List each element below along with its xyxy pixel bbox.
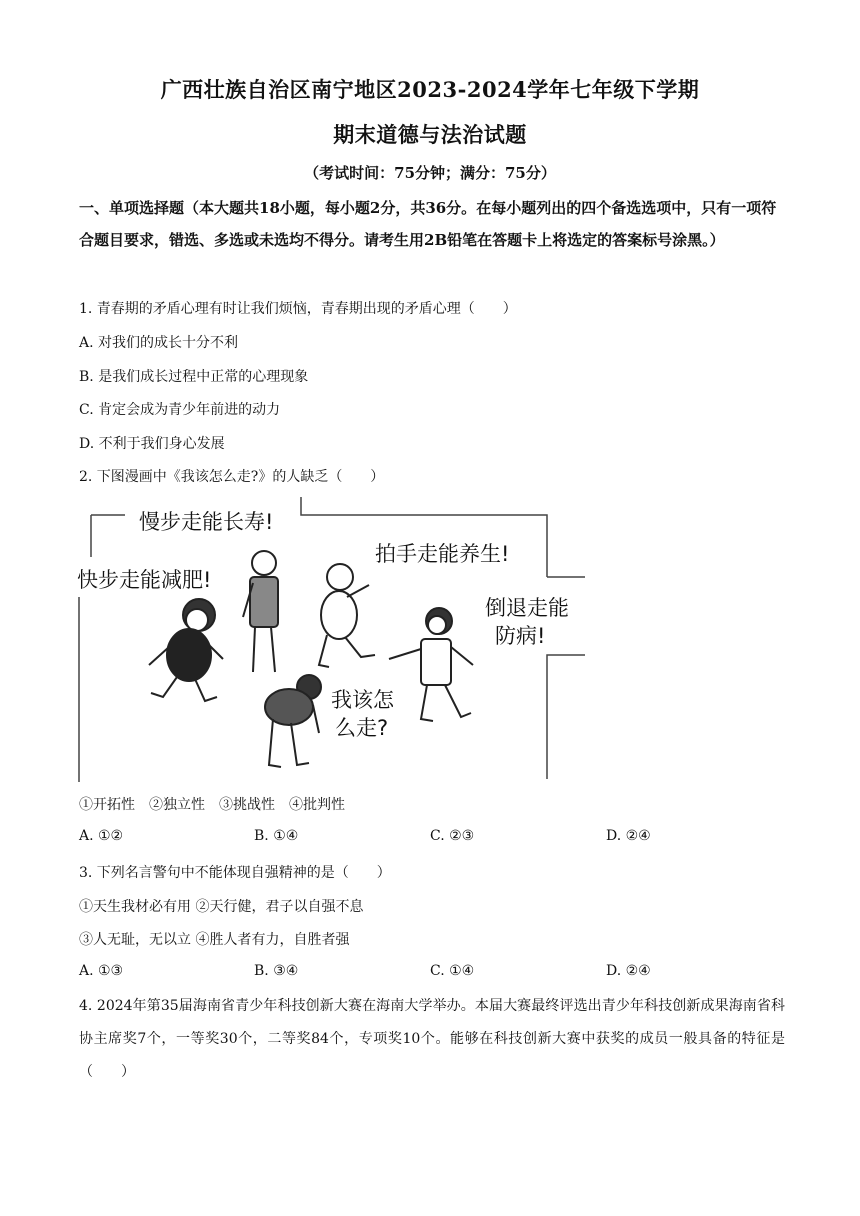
q4-stem: 4. 2024年第35届海南省青少年科技创新大赛在海南大学举办。本届大赛最终评选出青少年科技创新成果海南省科协主席奖7个，一等奖30个，二等奖84个，专项奖10个。能够在科技创新大赛中获奖的成员一般具备的特征是（ ） — [79, 998, 785, 1080]
q3-option-a: A. ①③ — [79, 963, 124, 979]
q3-option-b: B. ③④ — [254, 963, 299, 979]
exam-info: （考试时间：75分钟；满分：75分） — [304, 164, 556, 182]
bubble-confused-1: 我该怎 — [331, 688, 394, 712]
q2-option-a: A. ①② — [79, 828, 124, 844]
q2-option-c: C. ②③ — [430, 828, 475, 844]
clapping-walker-figure — [319, 564, 375, 667]
q1-option-a: A. 对我们的成长十分不利 — [79, 335, 239, 351]
q3-stem: 3. 下列名言警句中不能体现自强精神的是（ ） — [79, 865, 391, 881]
q3-items-line2: ③人无耻，无以立 ④胜人者有力，自胜者强 — [79, 932, 350, 948]
bubble-backward-walk-1: 倒退走能 — [485, 596, 569, 620]
q1-option-d: D. 不利于我们身心发展 — [79, 436, 225, 452]
fast-walker-figure — [149, 599, 223, 701]
q2-stem: 2. 下图漫画中《我该怎么走?》的人缺乏（ ） — [79, 469, 385, 485]
q1-stem: 1. 青春期的矛盾心理有时让我们烦恼，青春期出现的矛盾心理（ ） — [79, 301, 517, 317]
q2-option-d: D. ②④ — [606, 828, 651, 844]
confused-walker-figure — [265, 675, 321, 767]
bubble-confused-2: 么走? — [335, 716, 389, 740]
slow-walker-figure — [243, 551, 278, 672]
bubble-slow-walk: 慢步走能长寿! — [139, 510, 274, 534]
q3-option-d: D. ②④ — [606, 963, 651, 979]
exam-title-line2: 期末道德与法治试题 — [333, 122, 527, 147]
q3-items-line1: ①天生我材必有用 ②天行健，君子以自强不息 — [79, 899, 364, 915]
exam-title-line1: 广西壮族自治区南宁地区2023-2024学年七年级下学期 — [160, 77, 700, 102]
bubble-fast-walk: 快步走能减肥! — [77, 568, 212, 592]
q2-option-b: B. ①④ — [254, 828, 299, 844]
cartoon-image — [77, 497, 587, 785]
backward-walker-figure — [389, 608, 473, 721]
q1-option-c: C. 肯定会成为青少年前进的动力 — [79, 402, 281, 418]
bubble-clap-walk: 拍手走能养生! — [375, 542, 510, 566]
bubble-backward-walk-2: 防病! — [495, 624, 546, 648]
section1-heading: 一、单项选择题（本大题共18小题，每小题2分，共36分。在每小题列出的四个备选选项中，只有一项符合题目要求，错选、多选或未选均不得分。请考生用2B铅笔在答题卡上将选定的答案标号涂黑。） — [79, 199, 777, 249]
q1-option-b: B. 是我们成长过程中正常的心理现象 — [79, 369, 309, 385]
q3-option-c: C. ①④ — [430, 963, 475, 979]
q2-items: ①开拓性 ②独立性 ③挑战性 ④批判性 — [79, 797, 345, 813]
